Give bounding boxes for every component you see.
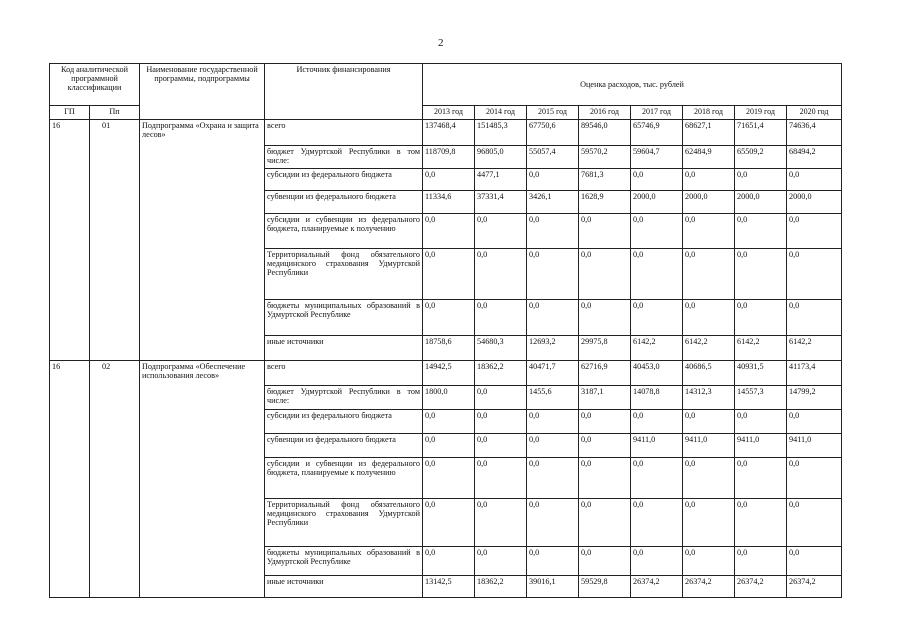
gp-code: 16 [50, 120, 90, 361]
value-cell: 0,0 [527, 168, 579, 190]
value-cell: 0,0 [683, 214, 735, 249]
funding-source: субсидии и субвенции из федерального бюджета, планируемые к получению [265, 457, 423, 498]
name-header: Наименование государственной программы, подпрограммы [140, 64, 265, 120]
value-cell: 6142,2 [735, 336, 787, 361]
value-cell: 0,0 [475, 409, 527, 433]
value-cell: 65509,2 [735, 146, 787, 169]
funding-source: субсидии из федерального бюджета [265, 409, 423, 433]
value-cell: 0,0 [475, 300, 527, 336]
value-cell: 0,0 [787, 300, 842, 336]
table-row [50, 120, 842, 146]
value-cell: 0,0 [787, 249, 842, 300]
value-cell: 4477,1 [475, 168, 527, 190]
value-cell: 7681,3 [579, 168, 631, 190]
funding-source: бюджет Удмуртской Республики в том числе: [265, 146, 423, 169]
value-cell: 0,0 [579, 214, 631, 249]
year-header: 2015 год [527, 106, 579, 120]
value-cell: 62716,9 [579, 361, 631, 386]
value-cell: 29975,8 [579, 336, 631, 361]
value-cell: 0,0 [527, 249, 579, 300]
year-header: 2013 год [423, 106, 475, 120]
value-cell: 89546,0 [579, 120, 631, 146]
value-cell: 14078,8 [631, 386, 683, 410]
source-header: Источник финансирования [265, 64, 423, 120]
value-cell: 0,0 [423, 433, 475, 457]
value-cell: 0,0 [527, 433, 579, 457]
funding-source: Территориальный фонд обязательного медицинского страхования Удмуртской Республики [265, 249, 423, 300]
gp-header: ГП [50, 106, 90, 120]
value-cell: 0,0 [475, 499, 527, 547]
value-cell: 0,0 [735, 168, 787, 190]
funding-source: всего [265, 361, 423, 386]
funding-source: бюджеты муниципальных образований в Удмуртской Республике [265, 300, 423, 336]
value-cell: 0,0 [735, 249, 787, 300]
value-cell: 0,0 [579, 546, 631, 575]
gp-code: 16 [50, 361, 90, 598]
value-cell: 0,0 [527, 499, 579, 547]
value-cell: 9411,0 [735, 433, 787, 457]
value-cell: 59529,8 [579, 576, 631, 598]
value-cell: 18758,6 [423, 336, 475, 361]
value-cell: 3426,1 [527, 190, 579, 214]
page-number: 2 [438, 37, 444, 49]
value-cell: 2000,0 [683, 190, 735, 214]
funding-source: субвенции из федерального бюджета [265, 433, 423, 457]
value-cell: 14799,2 [787, 386, 842, 410]
value-cell: 0,0 [735, 546, 787, 575]
value-cell: 151485,3 [475, 120, 527, 146]
value-cell: 0,0 [423, 499, 475, 547]
value-cell: 0,0 [735, 300, 787, 336]
value-cell: 59570,2 [579, 146, 631, 169]
year-header: 2016 год [579, 106, 631, 120]
funding-source: субсидии и субвенции из федерального бюджета, планируемые к получению [265, 214, 423, 249]
value-cell: 40453,0 [631, 361, 683, 386]
value-cell: 11334,6 [423, 190, 475, 214]
value-cell: 14942,5 [423, 361, 475, 386]
funding-source: иные источники [265, 576, 423, 598]
value-cell: 0,0 [735, 214, 787, 249]
value-cell: 0,0 [631, 214, 683, 249]
value-cell: 0,0 [787, 214, 842, 249]
value-cell: 0,0 [683, 499, 735, 547]
value-cell: 0,0 [683, 300, 735, 336]
value-cell: 0,0 [579, 433, 631, 457]
value-cell: 59604,7 [631, 146, 683, 169]
value-cell: 0,0 [787, 546, 842, 575]
value-cell: 0,0 [423, 249, 475, 300]
value-cell: 26374,2 [735, 576, 787, 598]
value-cell: 0,0 [475, 249, 527, 300]
value-cell: 2000,0 [631, 190, 683, 214]
value-cell: 0,0 [631, 457, 683, 498]
value-cell: 40471,7 [527, 361, 579, 386]
value-cell: 12693,2 [527, 336, 579, 361]
value-cell: 0,0 [787, 409, 842, 433]
value-cell: 14312,3 [683, 386, 735, 410]
value-cell: 74636,4 [787, 120, 842, 146]
value-cell: 9411,0 [631, 433, 683, 457]
value-cell: 9411,0 [787, 433, 842, 457]
value-cell: 0,0 [423, 168, 475, 190]
value-cell: 0,0 [579, 499, 631, 547]
value-cell: 6142,2 [631, 336, 683, 361]
funding-source: всего [265, 120, 423, 146]
value-cell: 0,0 [579, 249, 631, 300]
value-cell: 39016,1 [527, 576, 579, 598]
value-cell: 0,0 [735, 409, 787, 433]
value-cell: 0,0 [527, 214, 579, 249]
value-cell: 26374,2 [683, 576, 735, 598]
value-cell: 0,0 [787, 168, 842, 190]
value-cell: 0,0 [527, 457, 579, 498]
value-cell: 0,0 [527, 546, 579, 575]
value-cell: 9411,0 [683, 433, 735, 457]
value-cell: 0,0 [579, 300, 631, 336]
value-cell: 1800,0 [423, 386, 475, 410]
value-cell: 96805,0 [475, 146, 527, 169]
value-cell: 0,0 [475, 433, 527, 457]
value-cell: 67750,6 [527, 120, 579, 146]
value-cell: 18362,2 [475, 576, 527, 598]
pp-code: 01 [90, 120, 140, 361]
table-row [50, 361, 842, 386]
value-cell: 14557,3 [735, 386, 787, 410]
value-cell: 0,0 [475, 457, 527, 498]
value-cell: 0,0 [475, 546, 527, 575]
value-cell: 0,0 [631, 249, 683, 300]
value-cell: 68627,1 [683, 120, 735, 146]
value-cell: 0,0 [683, 457, 735, 498]
value-cell: 0,0 [631, 168, 683, 190]
program-name: Подпрограмма «Обеспечение использования лесов» [140, 361, 265, 598]
program-name: Подпрограмма «Охрана и защита лесов» [140, 120, 265, 361]
year-header: 2019 год [735, 106, 787, 120]
value-cell: 2000,0 [787, 190, 842, 214]
year-header: 2014 год [475, 106, 527, 120]
value-cell: 18362,2 [475, 361, 527, 386]
year-header: 2020 год [787, 106, 842, 120]
pp-header: Пп [90, 106, 140, 120]
value-cell: 137468,4 [423, 120, 475, 146]
value-cell: 0,0 [527, 300, 579, 336]
value-cell: 3187,1 [579, 386, 631, 410]
value-cell: 2000,0 [735, 190, 787, 214]
funding-source: Территориальный фонд обязательного медицинского страхования Удмуртской Республики [265, 499, 423, 547]
value-cell: 0,0 [735, 457, 787, 498]
value-cell: 0,0 [631, 300, 683, 336]
value-cell: 54680,3 [475, 336, 527, 361]
value-cell: 40686,5 [683, 361, 735, 386]
value-cell: 55057,4 [527, 146, 579, 169]
value-cell: 1455,6 [527, 386, 579, 410]
value-cell: 0,0 [423, 546, 475, 575]
value-cell: 0,0 [423, 214, 475, 249]
value-cell: 0,0 [423, 457, 475, 498]
year-header: 2017 год [631, 106, 683, 120]
value-cell: 0,0 [631, 499, 683, 547]
funding-source: субсидии из федерального бюджета [265, 168, 423, 190]
funding-source: субвенции из федерального бюджета [265, 190, 423, 214]
funding-source: иные источники [265, 336, 423, 361]
value-cell: 0,0 [475, 214, 527, 249]
value-cell: 26374,2 [631, 576, 683, 598]
value-cell: 6142,2 [787, 336, 842, 361]
value-cell: 13142,5 [423, 576, 475, 598]
value-cell: 41173,4 [787, 361, 842, 386]
value-cell: 0,0 [683, 249, 735, 300]
value-cell: 0,0 [423, 409, 475, 433]
value-cell: 0,0 [683, 546, 735, 575]
value-cell: 118709,8 [423, 146, 475, 169]
value-cell: 71651,4 [735, 120, 787, 146]
value-cell: 62484,9 [683, 146, 735, 169]
value-cell: 0,0 [579, 409, 631, 433]
pp-code: 02 [90, 361, 140, 598]
expense-estimate-table [49, 63, 842, 598]
value-cell: 0,0 [631, 546, 683, 575]
value-cell: 0,0 [683, 409, 735, 433]
value-cell: 0,0 [735, 499, 787, 547]
year-header: 2018 год [683, 106, 735, 120]
value-cell: 65746,9 [631, 120, 683, 146]
value-cell: 0,0 [631, 409, 683, 433]
value-cell: 0,0 [527, 409, 579, 433]
value-cell: 68494,2 [787, 146, 842, 169]
value-cell: 26374,2 [787, 576, 842, 598]
value-cell: 0,0 [423, 300, 475, 336]
value-cell: 37331,4 [475, 190, 527, 214]
funding-source: бюджет Удмуртской Республики в том числе: [265, 386, 423, 410]
value-cell: 0,0 [579, 457, 631, 498]
value-cell: 6142,2 [683, 336, 735, 361]
value-cell: 0,0 [787, 457, 842, 498]
value-cell: 40931,5 [735, 361, 787, 386]
value-cell: 0,0 [787, 499, 842, 547]
code-header: Код аналитической программной классификации [50, 64, 140, 106]
value-cell: 1628,9 [579, 190, 631, 214]
value-cell: 0,0 [475, 386, 527, 410]
funding-source: бюджеты муниципальных образований в Удмуртской Республике [265, 546, 423, 575]
value-cell: 0,0 [683, 168, 735, 190]
estimate-header: Оценка расходов, тыс. рублей [423, 64, 842, 106]
